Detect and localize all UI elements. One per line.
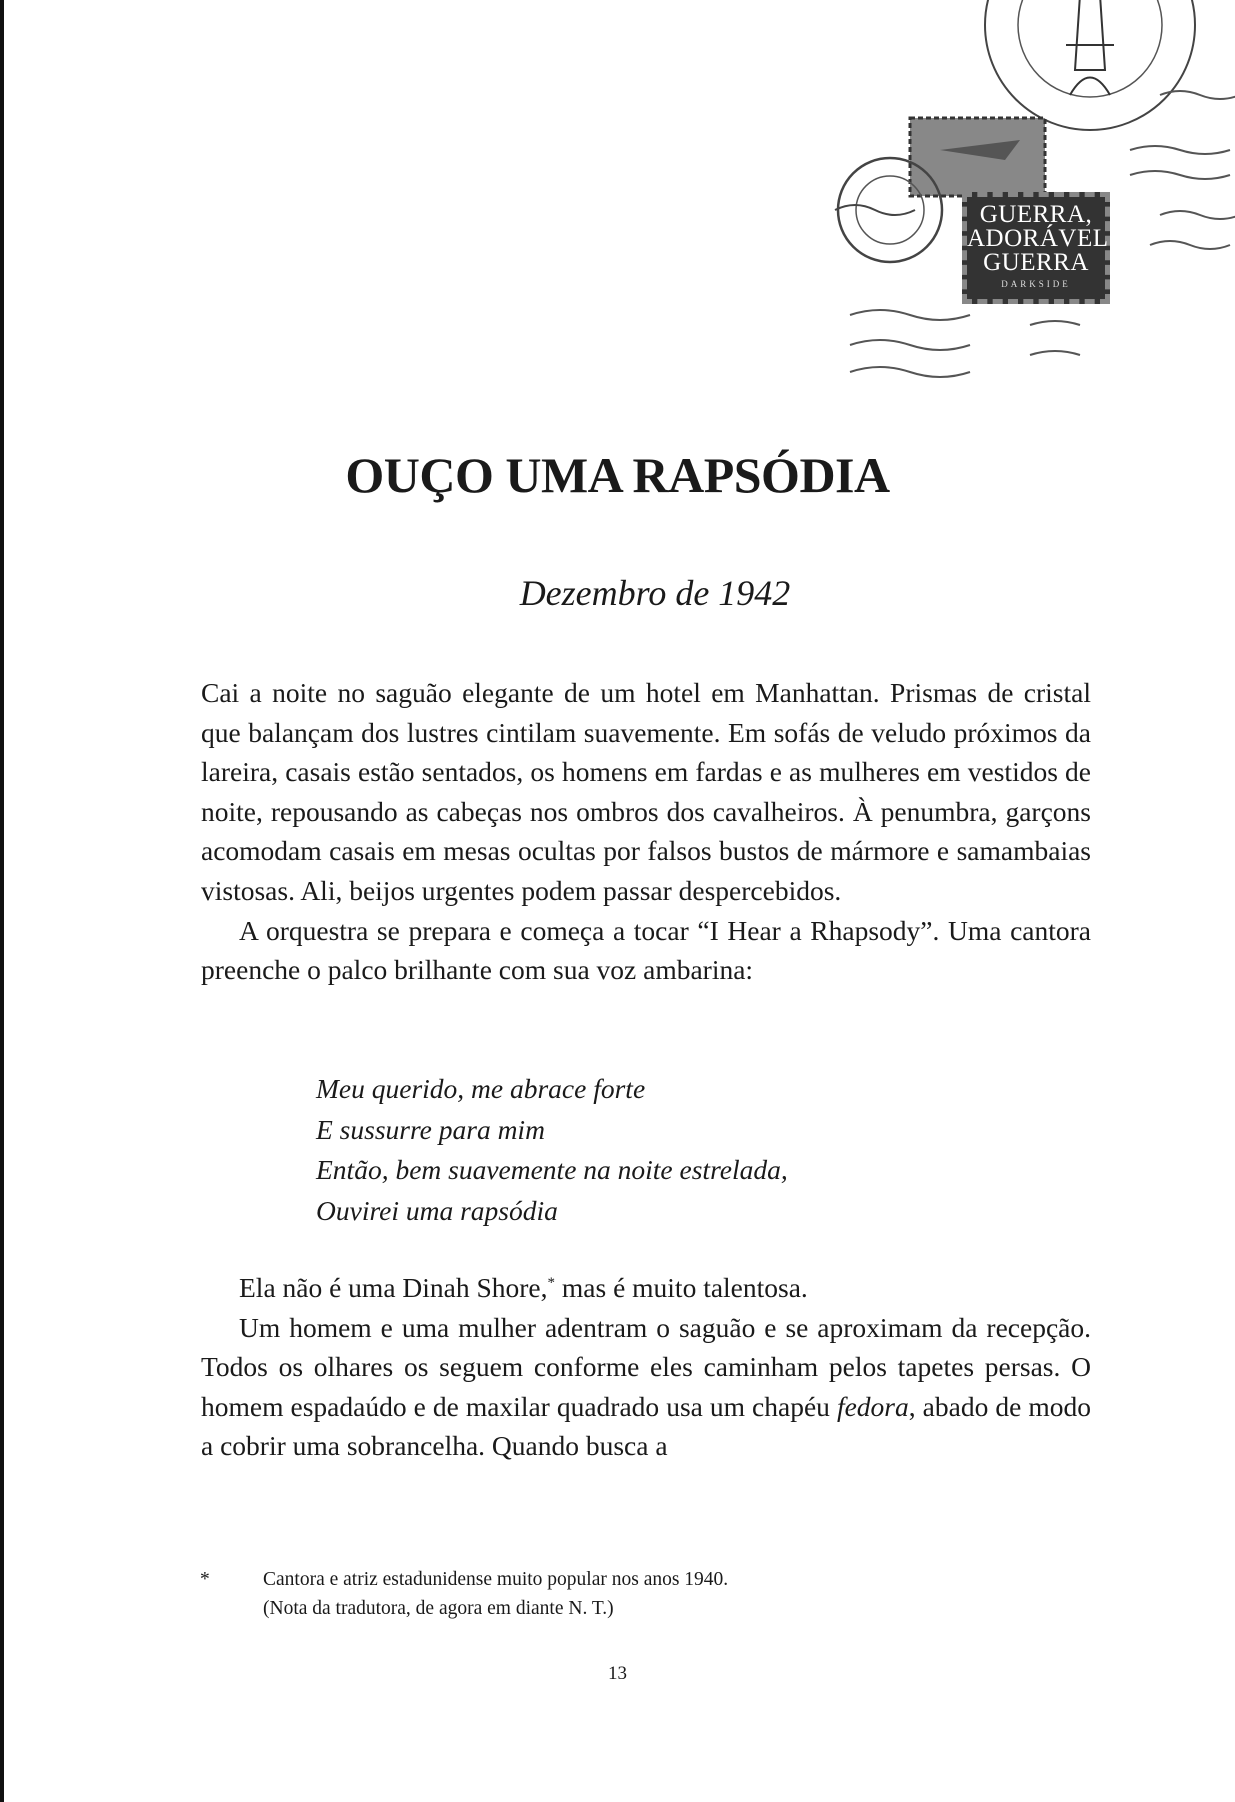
verse-line: Ouvirei uma rapsódia bbox=[316, 1194, 558, 1226]
paragraph-4-text: Um homem e uma mulher adentram o saguão e se aproximam da recepção. Todos os olhares os seguem conforme eles caminham pelos tapetes persas. O homem espadaúdo e de maxilar quadrado usa um chapéu bbox=[201, 1311, 1091, 1422]
chapter-date: Dezembro de 1942 bbox=[519, 573, 791, 613]
footnote bbox=[200, 1565, 1020, 1623]
paragraph-2: A orquestra se prepara e começa a tocar “I Hear a Rhapsody”. Uma cantora preenche o palco brilhante com sua voz ambarina: bbox=[201, 914, 1091, 986]
body-text-top bbox=[201, 673, 1091, 990]
verse-line: Então, bem suavemente na noite estrelada, bbox=[316, 1154, 788, 1185]
verse-line: E sussurre para mim bbox=[316, 1113, 545, 1145]
logo-line-1: GUERRA, bbox=[979, 201, 1093, 228]
verse-line: Meu querido, me abrace forte bbox=[316, 1073, 646, 1104]
page-edge-rule bbox=[0, 0, 4, 1802]
logo-imprint: DARKSIDE bbox=[1001, 279, 1071, 289]
chapter-title: OUÇO UMA RAPSÓDIA bbox=[345, 447, 890, 503]
paragraph-3-text-end: mas é muito talentosa. bbox=[555, 1272, 808, 1303]
footnote-line-1: Cantora e atriz estadunidense muito popular nos anos 1940. bbox=[263, 1569, 729, 1590]
logo-line-3: GUERRA bbox=[983, 249, 1089, 276]
paragraph-4 bbox=[201, 1308, 1091, 1466]
body-text-bottom bbox=[201, 1268, 1091, 1466]
footnote-marker: * bbox=[200, 1569, 210, 1590]
page-number: 13 bbox=[608, 1663, 627, 1684]
footnote-reference: * bbox=[547, 1274, 556, 1291]
postage-stamps-decoration bbox=[830, 0, 1235, 390]
footnote-line-2: (Nota da tradutora, de agora em diante N. T.) bbox=[263, 1598, 614, 1619]
paragraph-3-text: Ela não é uma Dinah Shore, bbox=[239, 1272, 548, 1303]
logo-line-2: ADORÁVEL bbox=[967, 225, 1109, 252]
song-verse bbox=[316, 1069, 1016, 1231]
paragraph-4-italic: fedora bbox=[836, 1390, 909, 1422]
book-logo-stamp bbox=[962, 192, 1110, 304]
paragraph-1: Cai a noite no saguão elegante de um hotel em Manhattan. Prismas de cristal que balançam dos lustres cintilam suavemente. Em sofás de veludo próximos da lareira, casais estão sentados, os homens em fardas e as mulheres em vestidos de noite, repousando as cabeças nos ombros dos cavalheiros. À penumbra, garçons acomodam casais em mesas ocultas por falsos bustos de mármore e samambaias vistosas. Ali, beijos urgentes podem passar despercebidos. bbox=[201, 677, 1091, 906]
paragraph-3 bbox=[201, 1268, 1091, 1308]
paragraph-4-text-end: , abado de modo a cobrir uma sobrancelha. Quando busca a bbox=[201, 1390, 1091, 1462]
